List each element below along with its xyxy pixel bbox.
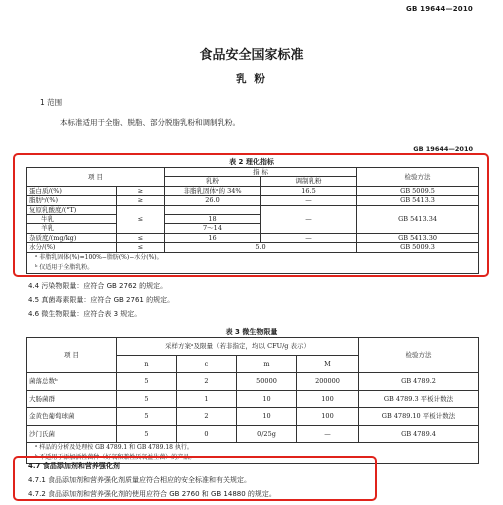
table-cell: 5 [117,390,177,408]
table3-col-plan: 采样方案ᵃ及限量（若非指定，均以 CFU/g 表示） [117,338,359,356]
table3-note-b: ᵇ 不适用于添加活性菌种（好氧和兼性厌氧益生菌）的产品。 [35,454,196,461]
table-cell: — [261,196,357,205]
table-cell: 50000 [237,373,297,391]
table-cell: 杂质度/(mg/kg) [27,233,117,242]
table-cell: GB 4789.4 [359,425,479,443]
table-cell: ≤ [117,243,165,252]
table2-title: 表 2 理化指标 [229,158,274,166]
table2-col-index: 指 标 [165,168,357,177]
standard-code: GB 19644—2010 [406,5,473,13]
table-cell: 非脂乳固体ᵃ的 34% [165,186,261,195]
table-cell: 5 [117,425,177,443]
table-cell: GB 4789.3 平板计数法 [359,390,479,408]
table-row [27,373,479,391]
table2-note-a: ᵃ 非脂乳固体(%)=100%−脂肪(%)−水分(%)。 [35,253,163,261]
table3-note-a: ᵃ 样品的分析及处理按 GB 4789.1 和 GB 4789.18 执行。 [35,444,193,451]
table-cell: GB 5413.3 [357,196,479,205]
table-cell: ≤ [117,233,165,242]
table-cell: ≥ [117,196,165,205]
table-cell: 18 [165,215,261,224]
clauses-mid [28,279,174,321]
table3-sub-M: M [297,355,359,373]
clause-4-7-2: 4.7.2 食品添加剂和营养强化剂的使用应符合 GB 2760 和 GB 14880 的规定。 [28,490,276,498]
table-cell: 5 [117,408,177,426]
table3-sub-n: n [117,355,177,373]
table-cell: 2 [177,373,237,391]
table-cell: 5 [117,373,177,391]
clause-4-6: 4.6 微生物限量：应符合表 3 规定。 [28,310,142,318]
table-cell: 羊乳 [27,224,117,233]
document-subtitle: 乳 粉 [236,73,267,85]
table3-title: 表 3 微生物限量 [225,328,278,336]
table-cell: 200000 [297,373,359,391]
table2-sub-mod: 调制乳粉 [261,177,357,186]
table3-col-item: 项 目 [27,338,117,373]
table3-col-method: 检验方法 [359,338,479,373]
table-cell: 蛋白质/(%) [27,186,117,195]
table2-sub-milk: 乳粉 [165,177,261,186]
table-cell: 100 [297,408,359,426]
table3-sub-m: m [237,355,297,373]
clause-4-4: 4.4 污染物限量：应符合 GB 2762 的规定。 [28,282,168,290]
table-cell: GB 5413.34 [357,205,479,233]
table-cell: 100 [297,390,359,408]
clause-4-7-1: 4.7.1 食品添加剂和营养强化剂质量应符合相应的安全标准和有关规定。 [28,476,252,484]
scope-text: 本标准适用于全脂、脱脂、部分脱脂乳粉和调制乳粉。 [60,118,240,127]
table-cell: 复原乳酸度/(°T) [27,205,117,214]
table-cell: 大肠菌群 [27,390,117,408]
table-cell: 沙门氏菌 [27,425,117,443]
table3-sub-c: c [177,355,237,373]
table-cell: 7～14 [165,224,261,233]
table-cell: — [261,233,357,242]
table-row [27,390,479,408]
table-cell: 1 [177,390,237,408]
table-cell: 26.0 [165,196,261,205]
table-cell: 10 [237,390,297,408]
table-cell: GB 5009.3 [357,243,479,252]
table-cell: 金黄色葡萄球菌 [27,408,117,426]
table-cell: 牛乳 [27,215,117,224]
highlight-box-additives [13,456,377,501]
table-cell: GB 5009.5 [357,186,479,195]
table-cell: 16.5 [261,186,357,195]
table2-col-method: 检验方法 [357,168,479,187]
table-cell: — [297,425,359,443]
table3 [26,337,479,464]
table-cell: 脂肪ᵇ/(%) [27,196,117,205]
table3-header-row [27,338,479,356]
clause-4-7: 4.7 食品添加剂和营养强化剂 [28,462,120,470]
table-cell: 水分/(%) [27,243,117,252]
table-cell: 10 [237,408,297,426]
table-cell: GB 4789.2 [359,373,479,391]
table-cell: 2 [177,408,237,426]
table-cell: 0 [177,425,237,443]
document-title: 食品安全国家标准 [199,48,304,63]
table2-note-b: ᵇ 仅适用于全脂乳粉。 [35,263,94,271]
clause-4-5: 4.5 真菌毒素限量：应符合 GB 2761 的规定。 [28,296,175,304]
table-row [27,425,479,443]
table-row [27,408,479,426]
scope-heading: 1 范围 [40,98,63,107]
table-cell: 菌落总数ᵇ [27,373,117,391]
table-cell: 5.0 [165,243,357,252]
table-cell: ≥ [117,186,165,195]
table-cell: — [261,205,357,233]
table-cell: GB 4789.10 平板计数法 [359,408,479,426]
highlight-box-table2 [13,153,489,277]
table-cell: 0/25g [237,425,297,443]
table2-col-item: 项 目 [27,168,165,187]
standard-code-2: GB 19644—2010 [413,145,473,153]
table-cell: GB 5413.30 [357,233,479,242]
table-cell: ≤ [117,205,165,233]
table-cell: 16 [165,233,261,242]
